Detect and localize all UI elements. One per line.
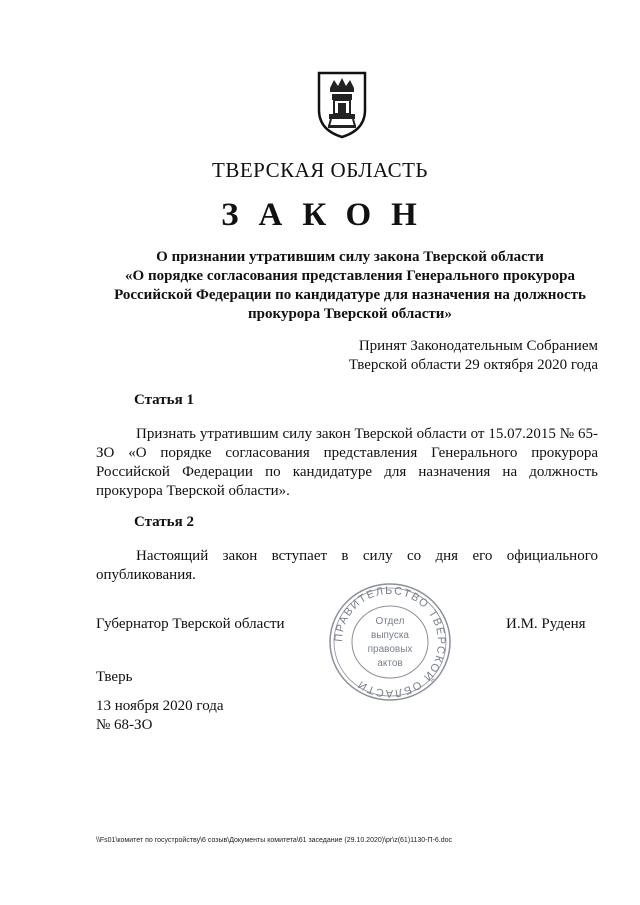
adoption-line: Принят Законодательным Собранием — [358, 338, 598, 354]
seal-ring-text: ПРАВИТЕЛЬСТВО ТВЕРСКОЙ ОБЛАСТИ — [332, 584, 448, 700]
law-title-line: «О порядке согласования представления Генерального прокурора — [125, 268, 575, 284]
official-seal — [326, 580, 454, 704]
adoption-note — [349, 337, 598, 375]
tver-coat-of-arms-icon — [316, 70, 368, 140]
file-path-footer: \\Fs01\комитет по госустройству\6 созыв\Документы комитета\61 заседание (29.10.2020)\pr\z(61)1130-П-6.doc — [96, 837, 453, 844]
law-title-line: прокурора Тверской области» — [248, 306, 452, 322]
signatory-position: Губернатор Тверской области — [96, 616, 285, 632]
article-1-heading: Статья 1 — [134, 392, 194, 408]
law-title — [60, 248, 640, 324]
seal-center-line: выпуска — [371, 630, 409, 641]
adoption-line: Тверской области 29 октября 2020 года — [348, 357, 598, 373]
document-type: ЗАКОН — [221, 197, 437, 233]
signing-date: 13 ноября 2020 года — [96, 698, 224, 714]
region-name: ТВЕРСКАЯ ОБЛАСТЬ — [212, 158, 428, 182]
law-title-line: Российской Федерации по кандидатуре для назначения на должность — [114, 287, 586, 303]
signatory-name: И.М. Руденя — [506, 616, 586, 632]
law-title-line: О признании утратившим силу закона Тверской области — [156, 249, 544, 265]
svg-text:ПРАВИТЕЛЬСТВО ТВЕРСКОЙ ОБЛАСТИ — [333, 585, 447, 699]
signing-details — [96, 697, 224, 735]
article-2-heading: Статья 2 — [134, 514, 194, 530]
article-2-text: Настоящий закон вступает в силу со дня его официального опубликования. — [96, 548, 598, 583]
place-of-signing: Тверь — [96, 669, 133, 685]
seal-center-line: правовых — [367, 644, 413, 655]
seal-center-line: Отдел — [375, 616, 405, 627]
law-number: № 68-ЗО — [96, 717, 153, 733]
article-1-text: Признать утратившим силу закон Тверской области от 15.07.2015 № 65-ЗО «О порядке согласования представления Генерального прокурора Российской Федерации по кандидатуре для назначения на должность прокурора Тверской области». — [96, 426, 598, 499]
seal-center-line: актов — [377, 658, 403, 669]
